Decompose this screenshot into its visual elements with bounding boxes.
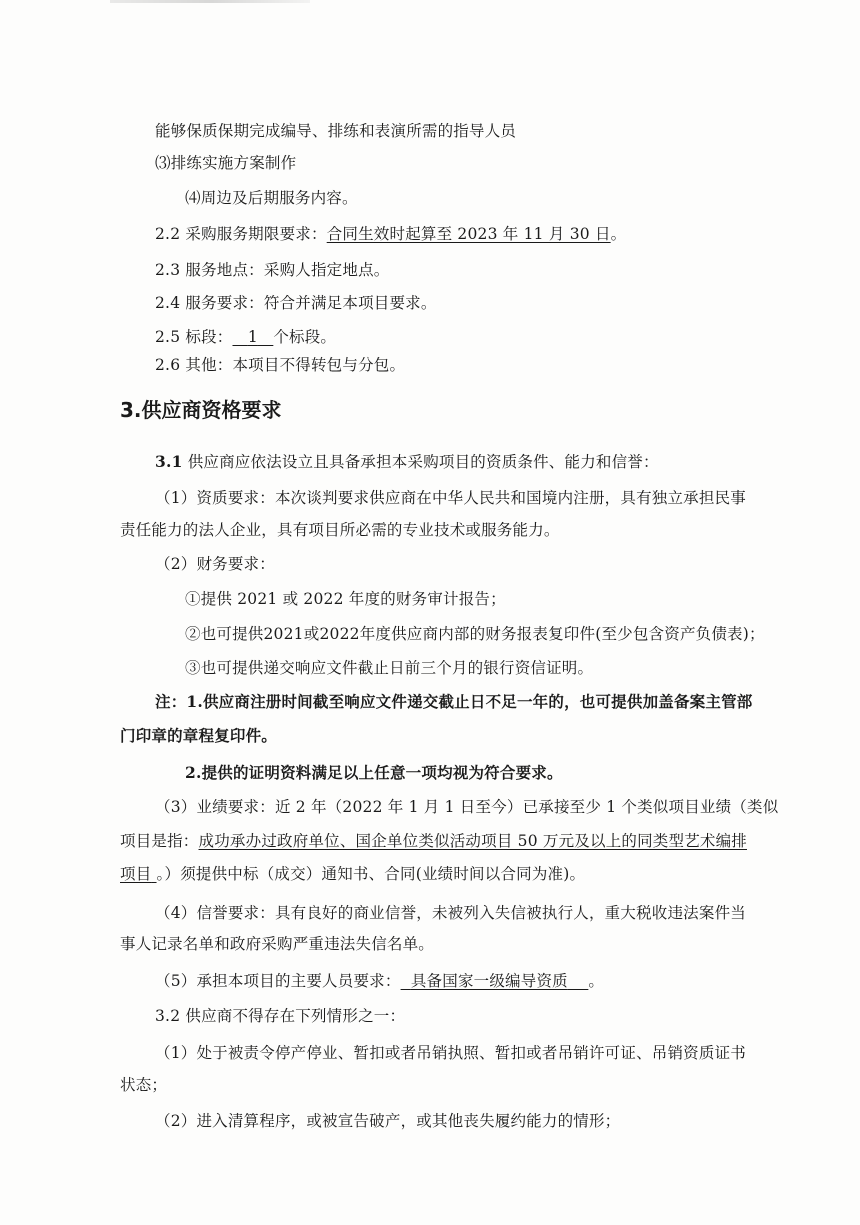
personnel-qualification: 具备国家一级编导资质 <box>410 972 568 990</box>
similar-project-suffix: 。）须提供中标（成交）通知书、合同(业绩时间以合同为准)。 <box>156 865 586 883</box>
text-line: 责任能力的法人企业，具有项目所必需的专业技术或服务能力。 <box>120 521 560 539</box>
scan-edge-mark <box>110 0 310 3</box>
service-period-line <box>155 224 626 244</box>
service-period-value: 合同生效时起算至 2023 年 11 月 30 日 <box>326 225 611 243</box>
similar-project-value: 成功承办过政府单位、国企单位类似活动项目 50 万元及以上的同类型艺术编排 <box>198 832 747 850</box>
lot-count-value <box>232 328 273 346</box>
lot-count-suffix: 个标段。 <box>273 328 337 346</box>
personnel-value <box>401 972 589 990</box>
text-line <box>120 864 585 884</box>
clause-text: 供应商应依法设立且具备承担本采购项目的资质条件、能力和信誉： <box>182 453 659 471</box>
text-line: （1）资质要求：本次谈判要求供应商在中华人民共和国境内注册，具有独立承担民事 <box>155 489 746 507</box>
text-line: （4）信誉要求：具有良好的商业信誉，未被列入失信被执行人，重大税收违法案件当 <box>155 904 746 922</box>
text-line: 3.2 供应商不得存在下列情形之一： <box>155 1007 406 1025</box>
similar-project-label: 项目是指： <box>120 832 199 850</box>
note-line: 2.提供的证明资料满足以上任意一项均视为符合要求。 <box>185 763 563 782</box>
lot-count-line <box>155 327 336 347</box>
note-line: 门印章的章程复印件。 <box>120 726 278 745</box>
text-line: （3）业绩要求：近 2 年（2022 年 1 月 1 日至今）已承接至少 1 个类似项目业绩（类似 <box>155 798 779 816</box>
text-line: ⑷周边及后期服务内容。 <box>185 189 358 207</box>
text-line: 状态； <box>120 1076 168 1094</box>
section-heading: 3.供应商资格要求 <box>120 398 282 422</box>
text-line: 能够保质保期完成编导、排练和表演所需的指导人员 <box>155 122 517 140</box>
personnel-label: （5）承担本项目的主要人员要求： <box>155 972 401 990</box>
personnel-line <box>155 971 604 991</box>
text-line: ③也可提供递交响应文件截止日前三个月的银行资信证明。 <box>185 659 594 677</box>
lot-count-label: 2.5 标段： <box>155 328 233 346</box>
text-line: ②也可提供2021或2022年度供应商内部的财务报表复印件(至少包含资产负债表)； <box>185 625 765 643</box>
text-line: ①提供 2021 或 2022 年度的财务审计报告； <box>185 590 506 608</box>
text-line <box>155 452 659 472</box>
text-line: 2.4 服务要求：符合并满足本项目要求。 <box>155 294 437 312</box>
lot-count-number: 1 <box>247 328 258 346</box>
text-line: （2）财务要求： <box>155 555 275 573</box>
text-line: 2.6 其他：本项目不得转包与分包。 <box>155 356 406 374</box>
note-line: 注：1.供应商注册时间截至响应文件递交截止日不足一年的，也可提供加盖备案主管部 <box>155 692 753 711</box>
clause-number: 3.1 <box>155 452 183 471</box>
service-period-label: 2.2 采购服务期限要求： <box>155 225 327 243</box>
personnel-suffix: 。 <box>588 972 605 990</box>
similar-project-line <box>120 831 747 851</box>
text-line: （2）进入清算程序，或被宣告破产，或其他丧失履约能力的情形； <box>155 1112 621 1130</box>
similar-project-value-cont <box>120 865 157 883</box>
text-line: 事人记录名单和政府采购严重违法失信名单。 <box>120 935 435 953</box>
text-line: ⑶排练实施方案制作 <box>155 154 297 172</box>
service-period-suffix: 。 <box>610 225 627 243</box>
similar-project-word: 项目 <box>120 865 152 883</box>
text-line: 2.3 服务地点：采购人指定地点。 <box>155 261 390 279</box>
text-line: （1）处于被责令停产停业、暂扣或者吊销执照、暂扣或者吊销许可证、吊销资质证书 <box>155 1044 746 1062</box>
